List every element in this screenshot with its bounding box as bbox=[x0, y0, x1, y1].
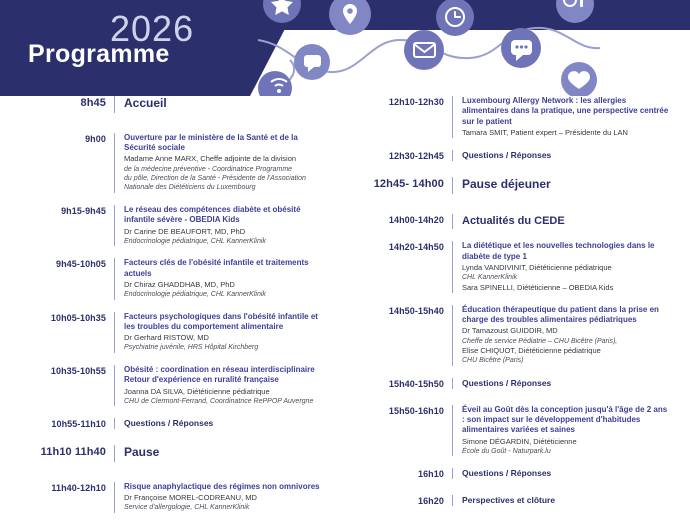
session-body bbox=[452, 495, 672, 506]
session-title: Questions / Réponses bbox=[462, 150, 552, 161]
schedule-row bbox=[360, 468, 672, 479]
session-time: 12h45- 14h00 bbox=[373, 178, 444, 191]
schedule-column-right bbox=[360, 96, 672, 522]
speaker-name: Joanna DA SILVA, Diététicienne pédiatrique bbox=[124, 386, 270, 396]
page-header bbox=[0, 0, 690, 96]
session-time: 9h00 bbox=[85, 133, 106, 144]
session-title: Questions / Réponses bbox=[462, 468, 552, 479]
session-body bbox=[452, 177, 672, 194]
speaker-affiliation: Psychiatrie juvénile, HRS Hôpital Kirchberg bbox=[124, 344, 259, 352]
schedule-row bbox=[360, 241, 672, 292]
schedule-row bbox=[22, 312, 330, 353]
session-title: Risque anaphylactique des régimes non omnivores bbox=[124, 481, 320, 491]
schedule-column-left bbox=[22, 96, 330, 525]
session-title: Obésité : coordination en réseau interdisciplinaire Retour d'expérience en ruralité française bbox=[124, 364, 315, 385]
session-body bbox=[452, 378, 672, 389]
session-body bbox=[452, 150, 672, 161]
session-time: 15h40-15h50 bbox=[388, 378, 444, 389]
session-time: 14h20-14h50 bbox=[388, 242, 444, 253]
session-time: 15h50-16h10 bbox=[388, 405, 444, 416]
session-body bbox=[114, 312, 330, 353]
session-title: Pause déjeuner bbox=[462, 177, 551, 192]
speaker-affiliation: Endocrinologie pédiatrique, CHL KannerKlinik bbox=[124, 291, 266, 299]
row-spacer bbox=[22, 436, 330, 445]
session-body bbox=[114, 482, 330, 513]
session-body bbox=[452, 405, 672, 457]
session-title: Actualités du CEDE bbox=[462, 214, 565, 227]
session-time: 8h45 bbox=[80, 97, 106, 109]
row-spacer bbox=[22, 120, 330, 133]
session-body bbox=[452, 241, 672, 292]
speaker-name: Simone DÉGARDIN, Diététicienne bbox=[462, 436, 577, 446]
session-time: 9h45-10h05 bbox=[55, 259, 106, 270]
row-spacer bbox=[360, 396, 672, 405]
speaker-name: Dr Carine DE BEAUFORT, MD, PhD bbox=[124, 226, 246, 236]
schedule-row bbox=[22, 418, 330, 429]
session-title: La diététique et les nouvelles technologies dans le diabète de type 1 bbox=[462, 241, 655, 261]
speaker-affiliation: CHU Bicêtre (Paris) bbox=[462, 357, 524, 365]
session-time: 14h50-15h40 bbox=[388, 305, 444, 316]
session-body bbox=[452, 96, 672, 138]
envelope-icon bbox=[404, 30, 444, 70]
speaker-affiliation: Endocrinologie pédiatrique, CHL KannerKlinik bbox=[124, 237, 266, 245]
session-body bbox=[114, 445, 330, 462]
session-body bbox=[452, 214, 672, 229]
schedule-row bbox=[22, 205, 330, 246]
row-spacer bbox=[22, 469, 330, 482]
session-title: Accueil bbox=[124, 96, 167, 110]
schedule-row bbox=[22, 133, 330, 193]
session-title: Questions / Réponses bbox=[124, 418, 214, 429]
session-time: 10h55-11h10 bbox=[51, 419, 106, 430]
speaker-affiliation: Cheffe de service Pédiatrie – CHU Bicêtre (Paris), bbox=[462, 337, 618, 345]
session-body bbox=[114, 258, 330, 299]
speaker-affiliation: de la médecine préventive - Coordinatrice Programme bbox=[124, 165, 293, 173]
session-body bbox=[114, 96, 330, 113]
session-title: Perspectives et clôture bbox=[462, 495, 556, 506]
session-time: 11h40-12h10 bbox=[51, 482, 106, 493]
speaker-name: Lynda VANDIVINIT, Diététicienne pédiatrique bbox=[462, 263, 612, 273]
schedule-row bbox=[22, 365, 330, 406]
schedule-row bbox=[360, 96, 672, 138]
speaker-name: Dr Tamazoust GUIDDIR, MD bbox=[462, 326, 558, 336]
row-spacer bbox=[360, 168, 672, 177]
speaker-name: Dr Gerhard RISTOW, MD bbox=[124, 333, 209, 343]
header-year: 2026 bbox=[110, 8, 195, 49]
speaker-name: Dr Françoise MOREL-CODREANU, MD bbox=[124, 493, 257, 503]
session-time: 10h35-10h55 bbox=[50, 365, 106, 376]
speaker-name: Dr Chiraz GHADDHAB, MD, PhD bbox=[124, 279, 235, 289]
session-body bbox=[114, 418, 330, 429]
session-body bbox=[114, 133, 330, 193]
row-spacer bbox=[22, 520, 330, 525]
speaker-name: Sara SPINELLI, Diététicienne – OBEDIA Kids bbox=[462, 282, 614, 292]
schedule-row bbox=[360, 495, 672, 506]
schedule-row bbox=[360, 214, 672, 229]
speaker-affiliation: Nationale des Diététiciens du Luxembourg bbox=[124, 184, 256, 192]
session-time: 16h10 bbox=[417, 469, 444, 480]
speaker-affiliation: CHL KannerKlinik bbox=[462, 274, 518, 282]
row-spacer bbox=[360, 201, 672, 214]
schedule-row bbox=[22, 445, 330, 462]
schedule-row bbox=[360, 405, 672, 457]
schedule-row bbox=[22, 258, 330, 299]
session-time: 14h00-14h20 bbox=[388, 214, 444, 225]
session-title: Le réseau des compétences diabète et obésité infantile sévère - OBEDIA Kids bbox=[124, 204, 301, 225]
session-time: 9h15-9h45 bbox=[61, 205, 106, 216]
speaker-name: Madame Anne MARX, Cheffe adjointe de la division bbox=[124, 154, 297, 164]
schedule-row bbox=[22, 96, 330, 113]
speaker-affiliation: du pôle, Direction de la Santé - Présidente de l'Association bbox=[124, 174, 306, 182]
session-body bbox=[114, 205, 330, 246]
page-title: Programme bbox=[28, 40, 170, 68]
speaker-name: Elise CHIQUOT, Diététicienne pédiatrique bbox=[462, 346, 601, 356]
session-time: 12h30-12h45 bbox=[388, 151, 444, 162]
schedule-row bbox=[360, 177, 672, 194]
session-time: 12h10-12h30 bbox=[388, 97, 444, 107]
session-title: Facteurs clés de l'obésité infantile et traitements actuels bbox=[124, 258, 309, 278]
session-body bbox=[114, 365, 330, 406]
schedule-row bbox=[22, 482, 330, 513]
schedule-row bbox=[360, 150, 672, 161]
session-title: Luxembourg Allergy Network : les allergies alimentaires dans la pratique, une perspective centrée sur le patient bbox=[462, 96, 669, 126]
session-time: 11h10 11h40 bbox=[40, 446, 106, 459]
speaker-name: Tamara SMIT, Patient expert – Présidente du LAN bbox=[462, 128, 628, 138]
session-time: 10h05-10h35 bbox=[50, 312, 106, 323]
row-spacer bbox=[360, 513, 672, 522]
schedule-row bbox=[360, 378, 672, 389]
session-title: Éducation thérapeutique du patient dans la prise en charge des troubles alimentaires pédiatriques bbox=[462, 304, 659, 325]
session-body bbox=[452, 305, 672, 366]
session-title: Pause bbox=[124, 445, 160, 460]
session-time: 16h20 bbox=[417, 496, 444, 507]
session-title: Facteurs psychologiques dans l'obésité infantile et les troubles du comportement alimentaire bbox=[124, 311, 318, 331]
speaker-affiliation: École du Goût - Naturpark.lu bbox=[462, 447, 551, 455]
speaker-affiliation: Service d'allergologie, CHL KannerKlinik bbox=[124, 504, 250, 512]
session-title: Éveil au Goût dès la conception jusqu'à l'âge de 2 ans : son impact sur le développement d'habitudes alimentaires variées et saines bbox=[462, 404, 668, 435]
session-title: Questions / Réponses bbox=[462, 377, 552, 388]
session-body bbox=[452, 468, 672, 479]
speaker-affiliation: CHU de Clermont-Ferrand, Coordinatrice RePPOP Auvergne bbox=[124, 397, 314, 405]
session-title: Ouverture par le ministère de la Santé et de la Sécurité sociale bbox=[124, 132, 298, 152]
schedule-row bbox=[360, 305, 672, 366]
